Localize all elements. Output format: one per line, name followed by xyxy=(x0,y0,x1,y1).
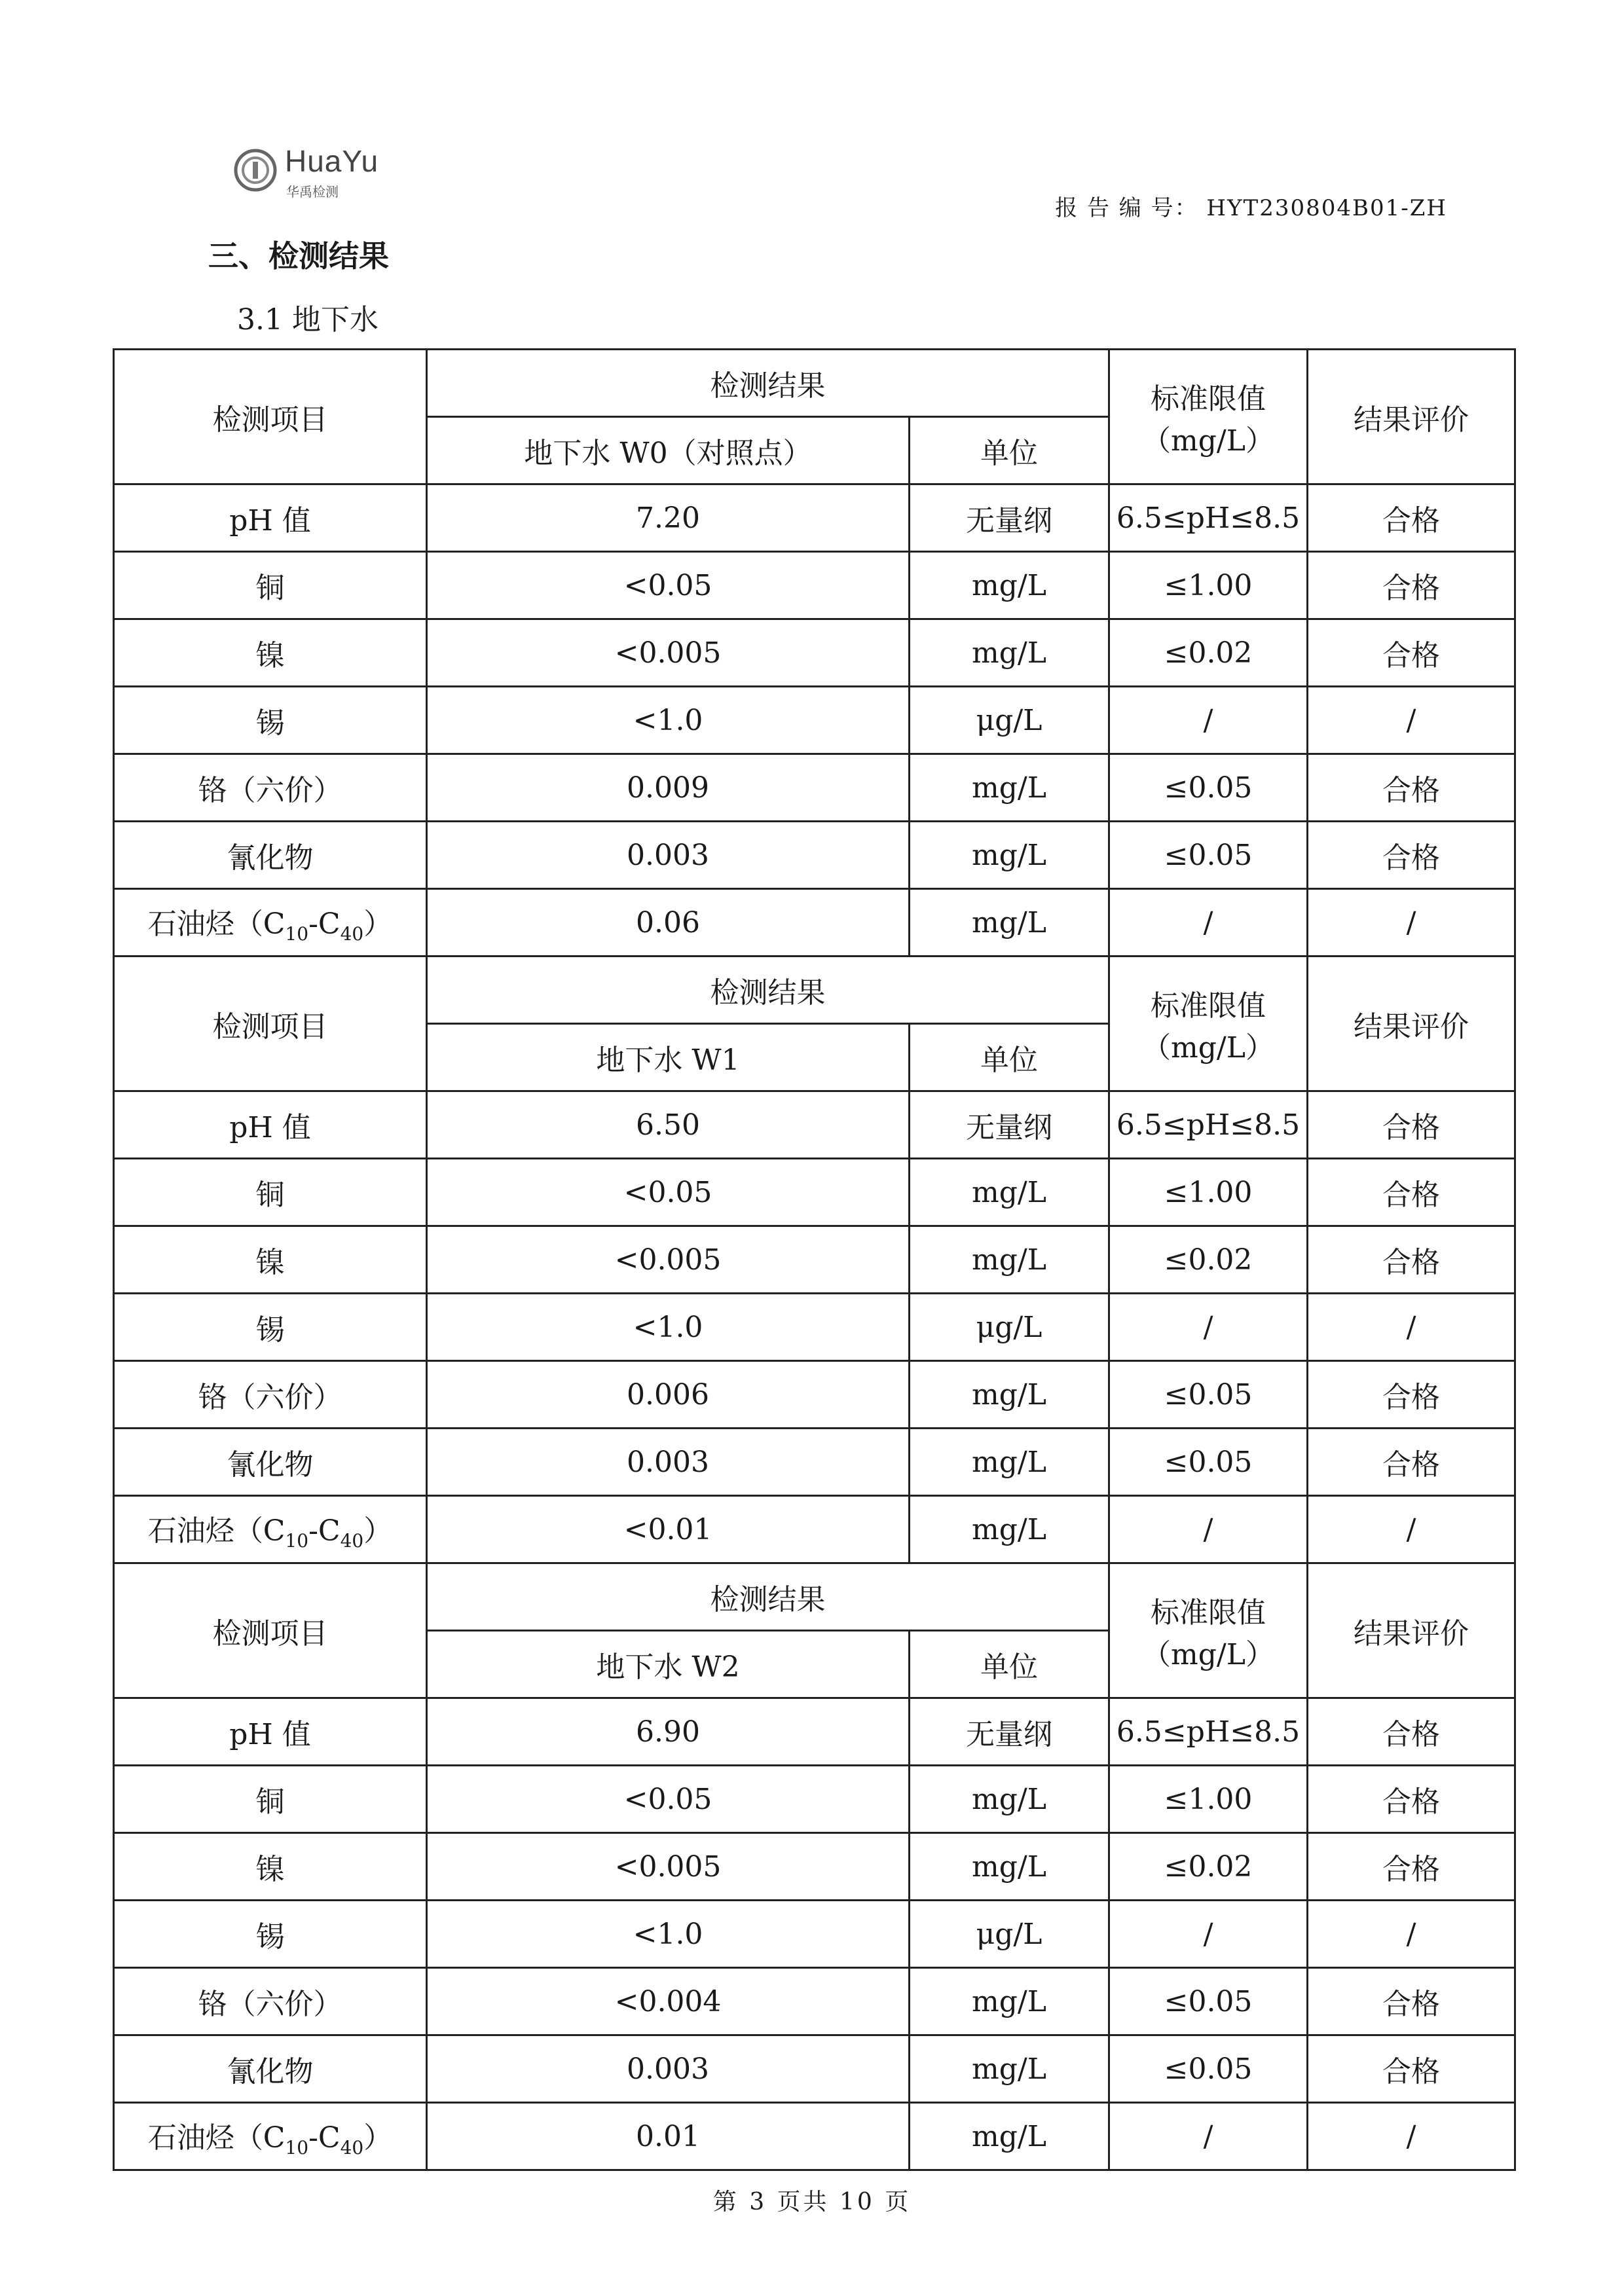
table-row xyxy=(114,889,1515,957)
table-row xyxy=(114,687,1515,754)
header-limit-unit: （mg/L） xyxy=(1142,1637,1274,1671)
cell-eval: 合格 xyxy=(1308,1429,1515,1496)
cell-item: 铜 xyxy=(114,552,427,619)
cell-unit: mg/L xyxy=(910,822,1109,889)
cell-item: 铜 xyxy=(114,1159,427,1226)
cell-value: 7.20 xyxy=(427,484,910,552)
table-row xyxy=(114,2103,1515,2170)
cell-unit: mg/L xyxy=(910,552,1109,619)
table-row xyxy=(114,1226,1515,1294)
cell-value: <0.05 xyxy=(427,552,910,619)
cell-unit: mg/L xyxy=(910,889,1109,957)
cell-item: pH 值 xyxy=(114,484,427,552)
cell-eval: 合格 xyxy=(1308,1833,1515,1901)
results-table xyxy=(113,348,1516,2171)
cell-item: 镍 xyxy=(114,1226,427,1294)
table-header-row xyxy=(114,1563,1515,1631)
report-number: 报 告 编 号： HYT230804B01-ZH xyxy=(1055,195,1447,221)
cell-item xyxy=(114,889,427,957)
cell-limit: / xyxy=(1109,889,1308,957)
cell-value: 0.006 xyxy=(427,1361,910,1429)
cell-unit: μg/L xyxy=(910,1901,1109,1968)
cell-eval: / xyxy=(1308,2103,1515,2170)
header-limit-unit: （mg/L） xyxy=(1142,424,1274,458)
cell-limit: ≤0.05 xyxy=(1109,1429,1308,1496)
cell-unit: mg/L xyxy=(910,2035,1109,2103)
item-name-mid: -C xyxy=(308,2121,341,2155)
cell-limit: 6.5≤pH≤8.5 xyxy=(1109,1091,1308,1159)
table-row xyxy=(114,619,1515,687)
cell-value: <0.01 xyxy=(427,1496,910,1563)
header-limit-label: 标准限值 xyxy=(1151,989,1266,1023)
cell-item: 铬（六价） xyxy=(114,754,427,822)
cell-limit: ≤0.02 xyxy=(1109,1833,1308,1901)
huayu-logo-icon xyxy=(232,147,278,193)
cell-limit: ≤0.05 xyxy=(1109,2035,1308,2103)
cell-eval: 合格 xyxy=(1308,1698,1515,1766)
page-number: 第 3 页共 10 页 xyxy=(712,2189,912,2215)
cell-value: 0.01 xyxy=(427,2103,910,2170)
cell-limit: ≤0.05 xyxy=(1109,1968,1308,2035)
cell-value: <0.005 xyxy=(427,619,910,687)
header-limit xyxy=(1109,1563,1308,1698)
table-row xyxy=(114,552,1515,619)
subsection-title: 3.1 地下水 xyxy=(237,303,378,337)
table-row xyxy=(114,1766,1515,1833)
cell-item: 镍 xyxy=(114,1833,427,1901)
header-unit: 单位 xyxy=(910,1024,1109,1091)
section-title: 三、检测结果 xyxy=(208,238,389,274)
cell-item: 锡 xyxy=(114,1294,427,1361)
table-row xyxy=(114,1361,1515,1429)
cell-value: <0.05 xyxy=(427,1766,910,1833)
cell-unit: mg/L xyxy=(910,1766,1109,1833)
table-row xyxy=(114,1294,1515,1361)
cell-eval: 合格 xyxy=(1308,552,1515,619)
cell-value: 0.009 xyxy=(427,754,910,822)
cell-item: 镍 xyxy=(114,619,427,687)
header-limit-label: 标准限值 xyxy=(1151,382,1266,416)
cell-unit: 无量纲 xyxy=(910,1091,1109,1159)
cell-value: 6.90 xyxy=(427,1698,910,1766)
header-unit: 单位 xyxy=(910,1631,1109,1698)
item-subscript: 40 xyxy=(340,2136,364,2159)
cell-eval: 合格 xyxy=(1308,1968,1515,2035)
cell-limit: ≤1.00 xyxy=(1109,1766,1308,1833)
header-limit xyxy=(1109,957,1308,1091)
cell-value: <0.05 xyxy=(427,1159,910,1226)
item-name-end: ） xyxy=(363,2121,393,2155)
cell-item: 铜 xyxy=(114,1766,427,1833)
header-unit: 单位 xyxy=(910,417,1109,484)
cell-eval: 合格 xyxy=(1308,822,1515,889)
cell-eval: 合格 xyxy=(1308,484,1515,552)
cell-limit: ≤1.00 xyxy=(1109,552,1308,619)
cell-eval: 合格 xyxy=(1308,1361,1515,1429)
cell-eval: / xyxy=(1308,1294,1515,1361)
table-row xyxy=(114,1968,1515,2035)
cell-item: 氰化物 xyxy=(114,2035,427,2103)
cell-eval: / xyxy=(1308,687,1515,754)
item-subscript: 40 xyxy=(340,1529,364,1552)
cell-limit: / xyxy=(1109,2103,1308,2170)
cell-limit: / xyxy=(1109,1294,1308,1361)
table-row xyxy=(114,1698,1515,1766)
cell-value: <0.005 xyxy=(427,1833,910,1901)
item-name-mid: -C xyxy=(308,1514,341,1548)
cell-unit: mg/L xyxy=(910,1496,1109,1563)
cell-unit: μg/L xyxy=(910,1294,1109,1361)
cell-item: 锡 xyxy=(114,687,427,754)
header-eval: 结果评价 xyxy=(1308,1563,1515,1698)
table-row xyxy=(114,754,1515,822)
table-row xyxy=(114,1091,1515,1159)
cell-eval: 合格 xyxy=(1308,2035,1515,2103)
item-subscript: 40 xyxy=(340,922,364,945)
item-name-end: ） xyxy=(363,1514,393,1548)
header-eval: 结果评价 xyxy=(1308,350,1515,484)
cell-item: 铬（六价） xyxy=(114,1968,427,2035)
item-name-end: ） xyxy=(363,907,393,941)
header-limit xyxy=(1109,350,1308,484)
cell-limit: / xyxy=(1109,1496,1308,1563)
header-result: 检测结果 xyxy=(427,957,1109,1024)
cell-value: <1.0 xyxy=(427,1901,910,1968)
table-row xyxy=(114,1901,1515,1968)
table-row xyxy=(114,2035,1515,2103)
cell-unit: mg/L xyxy=(910,619,1109,687)
cell-limit: ≤0.05 xyxy=(1109,822,1308,889)
cell-value: 0.003 xyxy=(427,822,910,889)
header-limit-label: 标准限值 xyxy=(1151,1595,1266,1630)
table-row xyxy=(114,1833,1515,1901)
cell-unit: 无量纲 xyxy=(910,484,1109,552)
cell-unit: mg/L xyxy=(910,1159,1109,1226)
header-item: 检测项目 xyxy=(114,1563,427,1698)
item-name: 石油烃（C xyxy=(147,1514,286,1548)
cell-eval: / xyxy=(1308,1901,1515,1968)
table-row xyxy=(114,1429,1515,1496)
cell-eval: 合格 xyxy=(1308,1091,1515,1159)
cell-item: 锡 xyxy=(114,1901,427,1968)
cell-unit: μg/L xyxy=(910,687,1109,754)
cell-limit: / xyxy=(1109,687,1308,754)
table-row xyxy=(114,1496,1515,1563)
table-row xyxy=(114,484,1515,552)
cell-item: pH 值 xyxy=(114,1698,427,1766)
table-row xyxy=(114,822,1515,889)
logo-subtitle: 华禹检测 xyxy=(286,184,339,200)
cell-limit: ≤0.02 xyxy=(1109,1226,1308,1294)
cell-limit: ≤1.00 xyxy=(1109,1159,1308,1226)
cell-item: 铬（六价） xyxy=(114,1361,427,1429)
cell-value: <1.0 xyxy=(427,1294,910,1361)
company-logo xyxy=(232,141,403,200)
header-result: 检测结果 xyxy=(427,1563,1109,1631)
cell-eval: 合格 xyxy=(1308,619,1515,687)
header-item: 检测项目 xyxy=(114,957,427,1091)
cell-unit: mg/L xyxy=(910,1833,1109,1901)
header-sample: 地下水 W1 xyxy=(427,1024,910,1091)
cell-unit: 无量纲 xyxy=(910,1698,1109,1766)
cell-item xyxy=(114,1496,427,1563)
cell-limit: 6.5≤pH≤8.5 xyxy=(1109,484,1308,552)
cell-unit: mg/L xyxy=(910,1429,1109,1496)
cell-value: 0.003 xyxy=(427,1429,910,1496)
cell-limit: ≤0.02 xyxy=(1109,619,1308,687)
cell-item: pH 值 xyxy=(114,1091,427,1159)
item-name: 石油烃（C xyxy=(147,907,286,941)
cell-eval: 合格 xyxy=(1308,1226,1515,1294)
cell-value: 0.003 xyxy=(427,2035,910,2103)
cell-value: <0.005 xyxy=(427,1226,910,1294)
cell-unit: mg/L xyxy=(910,1226,1109,1294)
cell-item xyxy=(114,2103,427,2170)
cell-unit: mg/L xyxy=(910,2103,1109,2170)
cell-value: 0.06 xyxy=(427,889,910,957)
cell-value: <1.0 xyxy=(427,687,910,754)
cell-unit: mg/L xyxy=(910,754,1109,822)
header-sample: 地下水 W0（对照点） xyxy=(427,417,910,484)
cell-eval: 合格 xyxy=(1308,1766,1515,1833)
item-name-mid: -C xyxy=(308,907,341,941)
table-header-row xyxy=(114,350,1515,417)
cell-eval: / xyxy=(1308,1496,1515,1563)
cell-limit: 6.5≤pH≤8.5 xyxy=(1109,1698,1308,1766)
cell-eval: 合格 xyxy=(1308,1159,1515,1226)
header-sample: 地下水 W2 xyxy=(427,1631,910,1698)
cell-value: <0.004 xyxy=(427,1968,910,2035)
logo-name: HuaYu xyxy=(285,144,379,178)
header-result: 检测结果 xyxy=(427,350,1109,417)
header-limit-unit: （mg/L） xyxy=(1142,1030,1274,1065)
table-header-row xyxy=(114,957,1515,1024)
cell-item: 氰化物 xyxy=(114,822,427,889)
table-row xyxy=(114,1159,1515,1226)
item-subscript: 10 xyxy=(285,1529,309,1552)
cell-limit: / xyxy=(1109,1901,1308,1968)
cell-limit: ≤0.05 xyxy=(1109,1361,1308,1429)
cell-limit: ≤0.05 xyxy=(1109,754,1308,822)
cell-unit: mg/L xyxy=(910,1361,1109,1429)
cell-item: 氰化物 xyxy=(114,1429,427,1496)
cell-eval: / xyxy=(1308,889,1515,957)
cell-value: 6.50 xyxy=(427,1091,910,1159)
header-item: 检测项目 xyxy=(114,350,427,484)
cell-unit: mg/L xyxy=(910,1968,1109,2035)
item-name: 石油烃（C xyxy=(147,2121,286,2155)
item-subscript: 10 xyxy=(285,922,309,945)
header-eval: 结果评价 xyxy=(1308,957,1515,1091)
cell-eval: 合格 xyxy=(1308,754,1515,822)
item-subscript: 10 xyxy=(285,2136,309,2159)
